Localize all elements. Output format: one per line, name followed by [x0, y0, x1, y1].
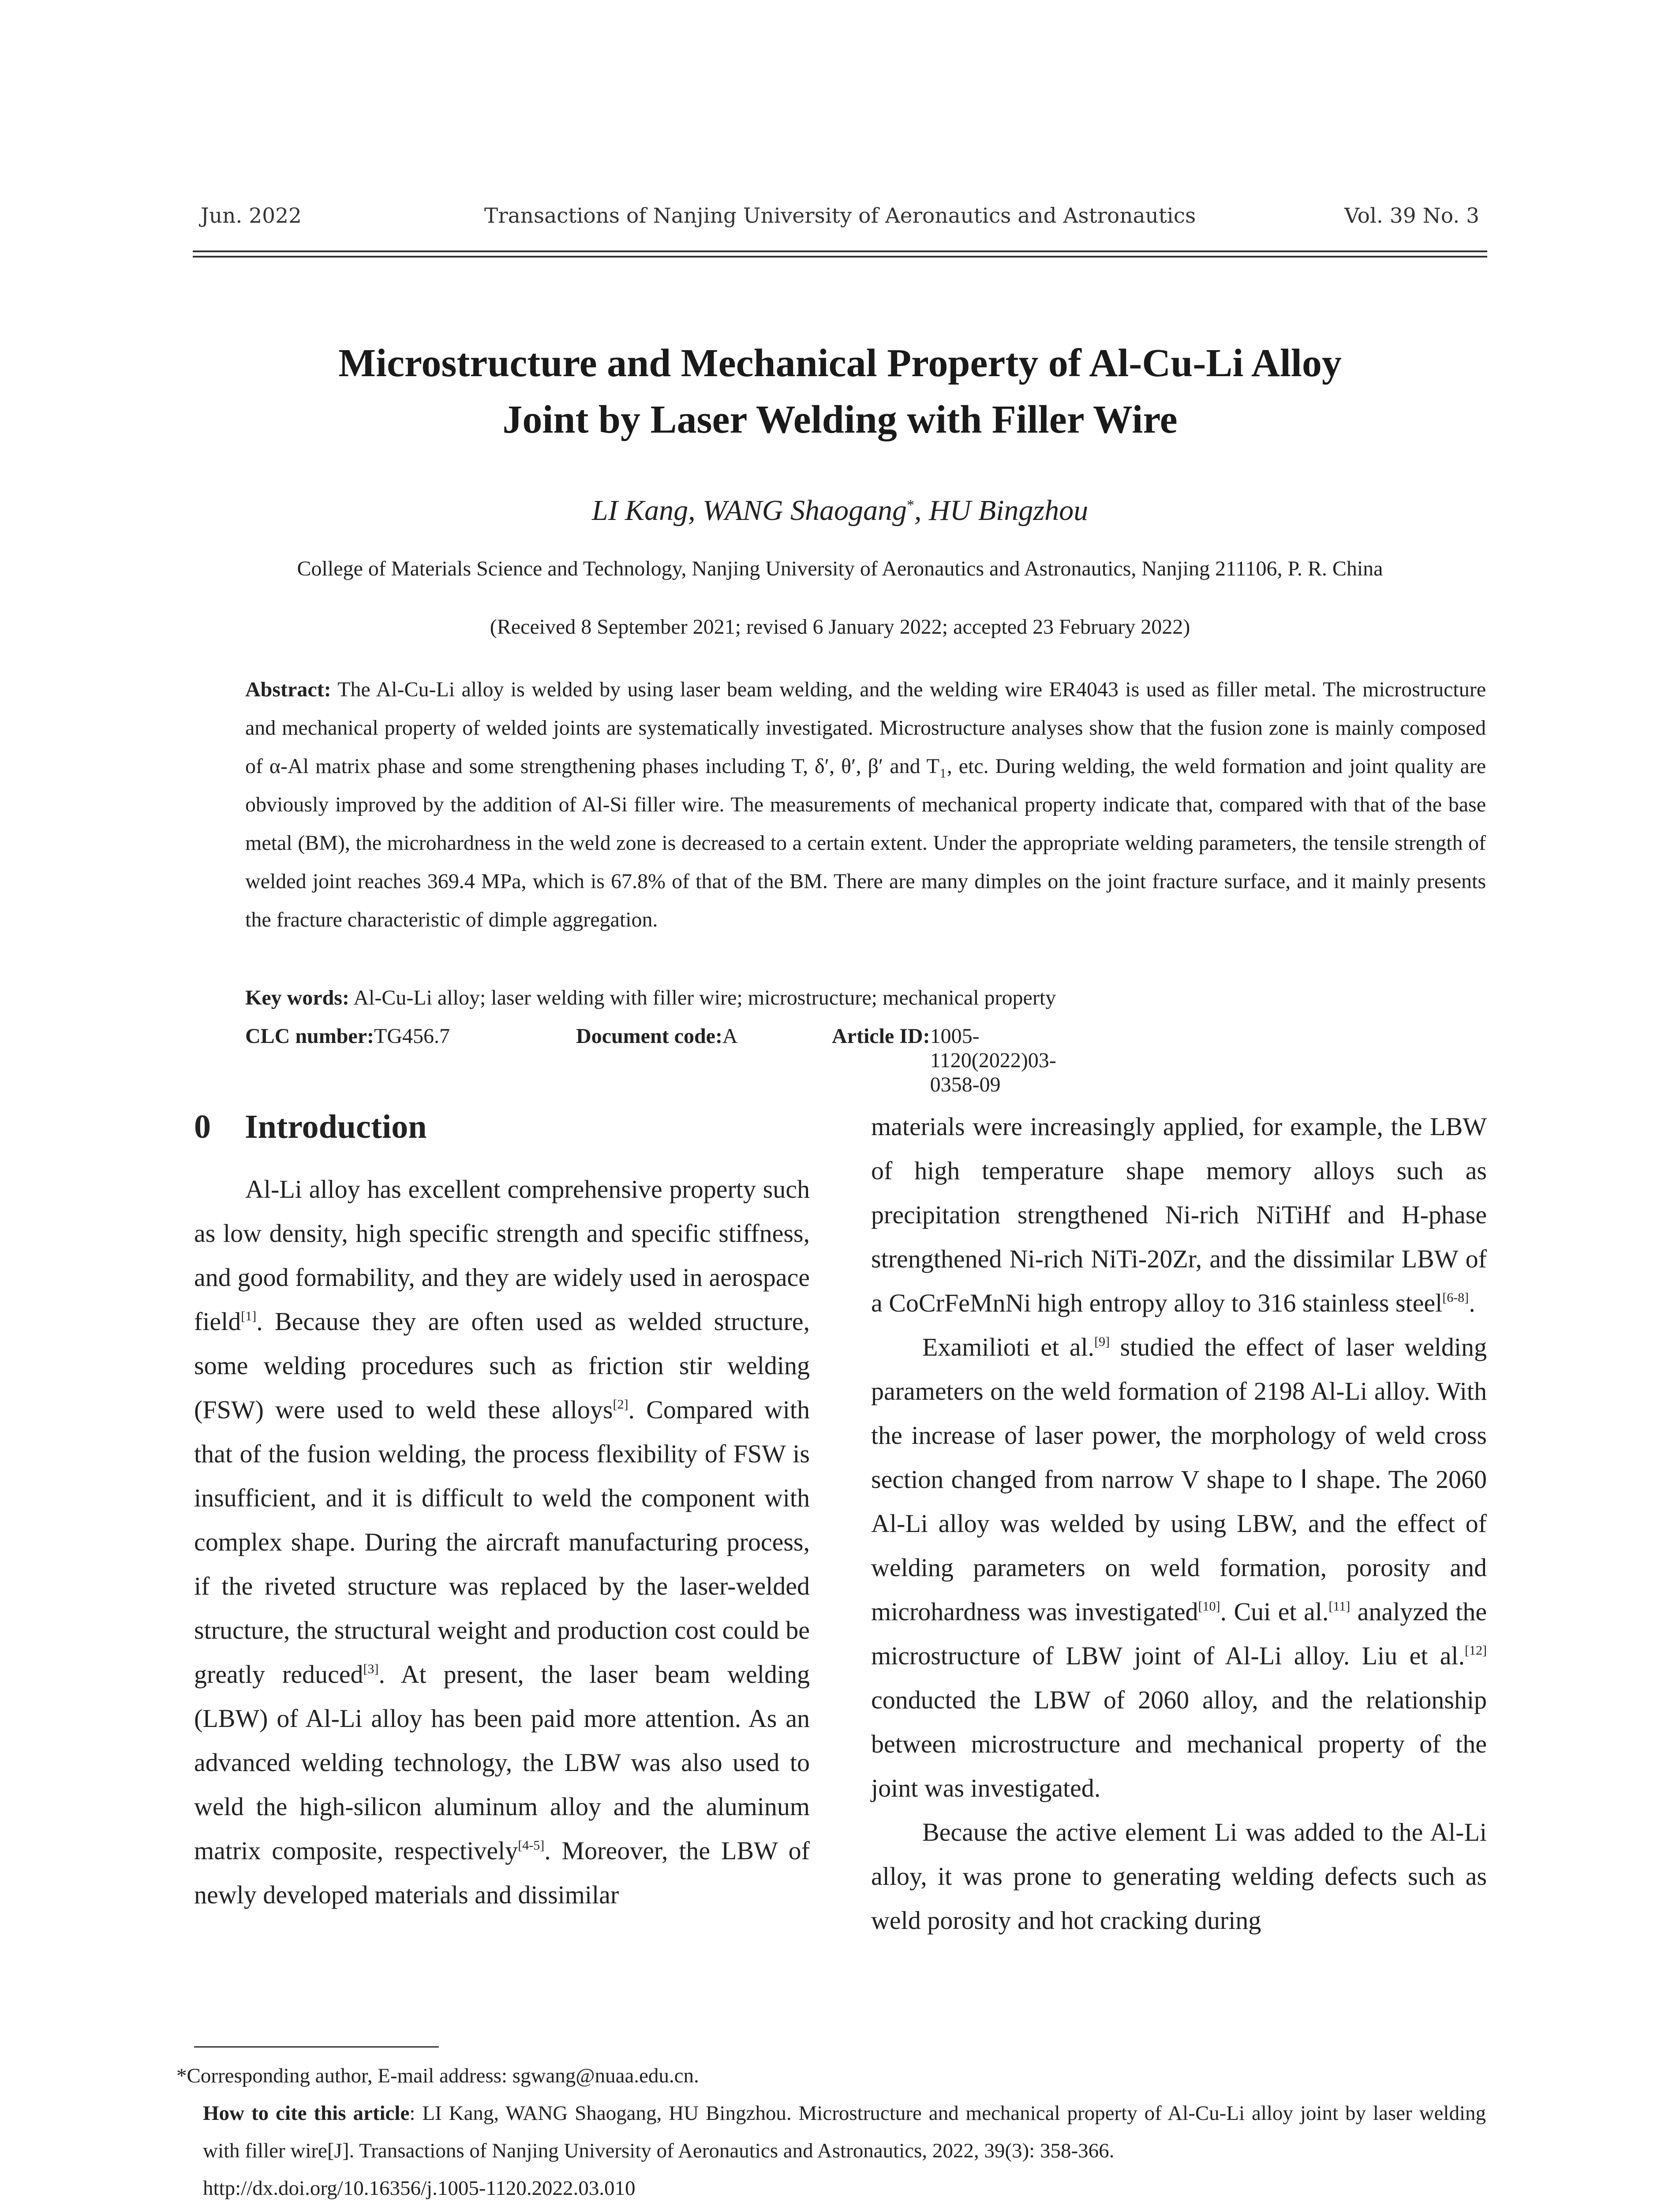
author-list — [0, 494, 1680, 527]
author-2: WANG Shaogang — [703, 494, 907, 527]
cite-text: : LI Kang, WANG Shaogang, HU Bingzhou. Microstructure and mechanical property of Al-Cu-Li alloy joint by laser welding with filler wire[J]. Transactions of Nanjing University of Aeronautics and Astronautics, 2022, 39(3): 358-366. — [203, 2102, 1486, 2162]
citation-ref[interactable]: [9] — [1094, 1334, 1110, 1349]
keywords — [245, 986, 1486, 1010]
paragraph-text: . Cui et al. — [1220, 1597, 1329, 1626]
paragraph-text: Examilioti et al. — [922, 1333, 1095, 1361]
intro-paragraph-3: Because the active element Li was added to the Al-Li alloy, it was prone to generating welding defects such as weld porosity and hot cracking during — [871, 1818, 1487, 1935]
document-code-label: Document code: — [576, 1024, 722, 1048]
paper-title — [212, 335, 1468, 448]
left-column — [194, 1105, 810, 1917]
citation-ref[interactable]: [11] — [1328, 1599, 1351, 1614]
affiliation: College of Materials Science and Technology, Nanjing University of Aeronautics and Astronautics, Nanjing 211106, P. R. China — [297, 557, 1383, 580]
title-line-1: Microstructure and Mechanical Property of Al-Cu-Li Alloy — [338, 341, 1342, 385]
doi-link[interactable]: http://dx.doi.org/10.16356/j.1005-1120.2022.03.010 — [203, 2177, 636, 2200]
intro-paragraph-1 — [194, 1167, 810, 1917]
abstract — [245, 670, 1486, 939]
keywords-text: Al-Cu-Li alloy; laser welding with filler wire; microstructure; mechanical property — [349, 986, 1056, 1009]
intro-paragraph-2 — [871, 1325, 1487, 1810]
paragraph-text: Al-Li alloy has excellent comprehensive property such as low density, high specific strength and specific stiffness, and good formability, and they are widely used in aerospace field — [194, 1175, 810, 1336]
citation-ref[interactable]: [2] — [613, 1397, 629, 1412]
corresponding-mark: * — [906, 497, 914, 513]
citation-note — [176, 2095, 1486, 2170]
issue-date: Jun. 2022 — [201, 204, 302, 228]
paragraph-text: . At present, the laser beam welding (LBW) of Al-Li alloy has been paid more attention. As an advanced welding technology, the LBW was also used to weld the high-silicon aluminum alloy and the aluminum matrix composite, respectively — [194, 1660, 810, 1865]
received-dates: (Received 8 September 2021; revised 6 January 2022; accepted 23 February 2022) — [490, 615, 1190, 639]
paragraph-text: materials were increasingly applied, for example, the LBW of high temperature shape memory alloys such as precipitation strengthened Ni-rich NiTiHf and H-phase strengthened Ni-rich NiTi-20Zr, and the dissimilar LBW of a CoCrFeMnNi high entropy alloy to 316 stainless steel — [871, 1112, 1487, 1317]
citation-ref[interactable]: [10] — [1198, 1599, 1220, 1614]
paragraph-text: conducted the LBW of 2060 alloy, and the relationship between microstructure and mechanical property of the joint was investigated. — [871, 1686, 1487, 1802]
section-title: Introduction — [245, 1108, 427, 1145]
section-number: 0 — [194, 1108, 211, 1145]
paragraph-text: . — [1469, 1289, 1475, 1317]
paragraph-text: . Because they are often used as welded structure, some welding procedures such as friction stir welding (FSW) were used to weld these alloys — [194, 1307, 810, 1424]
running-head — [201, 204, 1479, 235]
citation-ref[interactable]: [1] — [241, 1309, 257, 1323]
document-code-value: A — [722, 1024, 738, 1048]
paragraph-text: . Compared with that of the fusion welding, the process flexibility of FSW is insufficient, and it is difficult to weld the component with complex shape. During the aircraft manufacturing process, if the riveted structure was replaced by the laser-welded structure, the structural weight and production cost could be greatly reduced — [194, 1395, 810, 1689]
volume-number: Vol. 39 No. 3 — [1344, 204, 1479, 228]
cite-label: How to cite this article — [203, 2102, 410, 2125]
author-3: , HU Bingzhou — [914, 494, 1089, 527]
keywords-label: Key words: — [245, 986, 349, 1009]
abstract-text: The Al-Cu-Li alloy is welded by using laser beam welding, and the welding wire ER4043 is used as filler metal. The microstructure and mechanical property of welded joints are systematically investigated. Microstructure analyses show that the fusion zone is mainly composed of α-Al matrix phase and some strengthening phases including T, δ′, θ′, β′ and T₁, etc. During welding, the weld formation and joint quality are obviously improved by the addition of Al-Si filler wire. The measurements of mechanical property indicate that, compared with that of the base metal (BM), the microhardness in the weld zone is decreased to a certain extent. Under the appropriate welding parameters, the tensile strength of welded joint reaches 369.4 MPa, which is 67.8% of that of the BM. There are many dimples on the joint fracture surface, and it mainly presents the fracture characteristic of dimple aggregation. — [245, 678, 1486, 931]
header-rule-top — [193, 250, 1487, 252]
footnote-rule — [194, 2046, 439, 2048]
intro-paragraph-1-cont — [871, 1105, 1487, 1325]
right-column — [871, 1105, 1487, 1943]
paragraph-text: studied the effect of laser welding parameters on the weld formation of 2198 Al-Li alloy. With the increase of laser power, the morphology of weld cross section changed from narrow V shape to Ⅰ shape. The 2060 Al-Li alloy was welded by using LBW, and the effect of welding parameters on weld formation, porosity and microhardness was investigated — [871, 1333, 1487, 1626]
article-id-label: Article ID: — [832, 1024, 930, 1048]
clc-value: TG456.7 — [374, 1024, 450, 1048]
citation-ref[interactable]: [3] — [363, 1662, 379, 1676]
article-id-value: 1005-1120(2022)03-0358-09 — [930, 1024, 1056, 1096]
footnotes — [176, 2057, 1486, 2205]
clc-label: CLC number: — [245, 1024, 374, 1048]
paragraph-text: analyzed the microstructure of LBW joint of Al-Li alloy. Liu et al. — [871, 1597, 1487, 1670]
citation-ref[interactable]: [4-5] — [518, 1838, 545, 1853]
classification-line — [245, 1024, 1486, 1096]
corresponding-author-note: *Corresponding author, E-mail address: sgwang@nuaa.edu.cn. — [176, 2064, 699, 2087]
abstract-label: Abstract: — [245, 678, 331, 701]
paragraph-text: . Moreover, the LBW of newly developed materials and dissimilar — [194, 1836, 810, 1909]
title-line-2: Joint by Laser Welding with Filler Wire — [502, 398, 1178, 441]
author-1: LI Kang, — [591, 494, 703, 527]
citation-ref[interactable]: [6-8] — [1442, 1290, 1469, 1305]
header-rule-bottom — [193, 256, 1487, 258]
journal-name: Transactions of Nanjing University of Aeronautics and Astronautics — [484, 204, 1196, 228]
section-heading — [194, 1105, 810, 1149]
citation-ref[interactable]: [12] — [1465, 1643, 1487, 1658]
